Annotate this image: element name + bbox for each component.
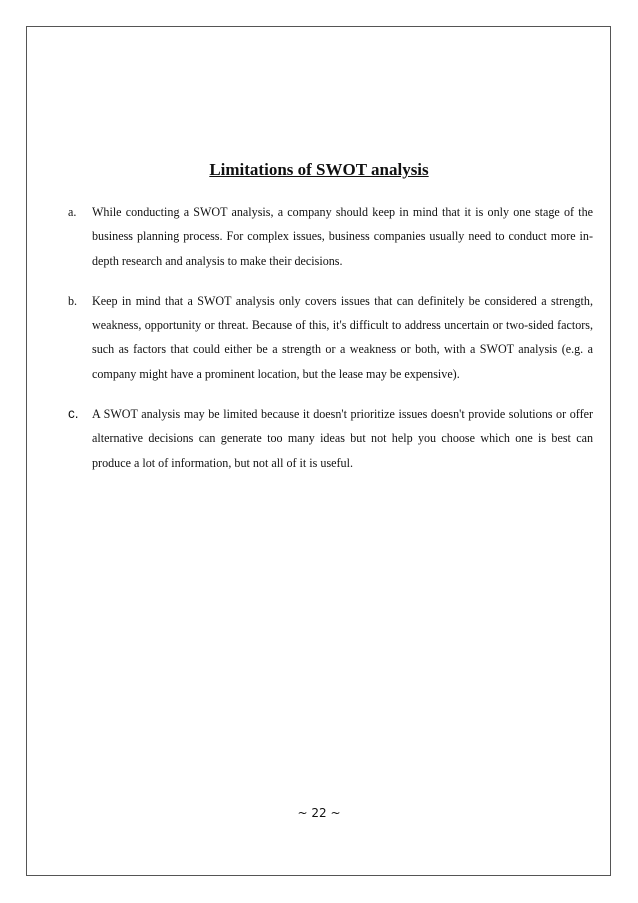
list-item-text: Keep in mind that a SWOT analysis only covers issues that can definitely be considered a strength, weakness, opportunity or threat. Because of this, it's difficult to address uncertain or two-sided factors, such as factors that could either be a strength or a weakness or both, with a SWOT analysis (e.g. a company might have a prominent location, but the lease may be expensive).	[92, 293, 593, 381]
limitations-list	[68, 200, 593, 491]
list-marker: a.	[68, 205, 77, 219]
page-number: ~ 22 ~	[297, 806, 341, 820]
list-item-text: While conducting a SWOT analysis, a company should keep in mind that it is only one stage of the business planning process. For complex issues, business companies usually need to conduct more in- depth research and analysis to make their decisions.	[92, 205, 593, 268]
list-item-text: A SWOT analysis may be limited because it doesn't prioritize issues doesn't provide solutions or offer alternative decisions can generate too many ideas but not help you choose which one is best can produce a lot of information, but not all of it is useful.	[92, 407, 593, 470]
list-item	[68, 200, 593, 273]
page-title: Limitations of SWOT analysis	[209, 160, 429, 179]
list-item	[68, 289, 593, 386]
list-marker: b.	[68, 293, 78, 308]
list-item	[68, 402, 593, 475]
list-marker: c.	[68, 406, 79, 422]
